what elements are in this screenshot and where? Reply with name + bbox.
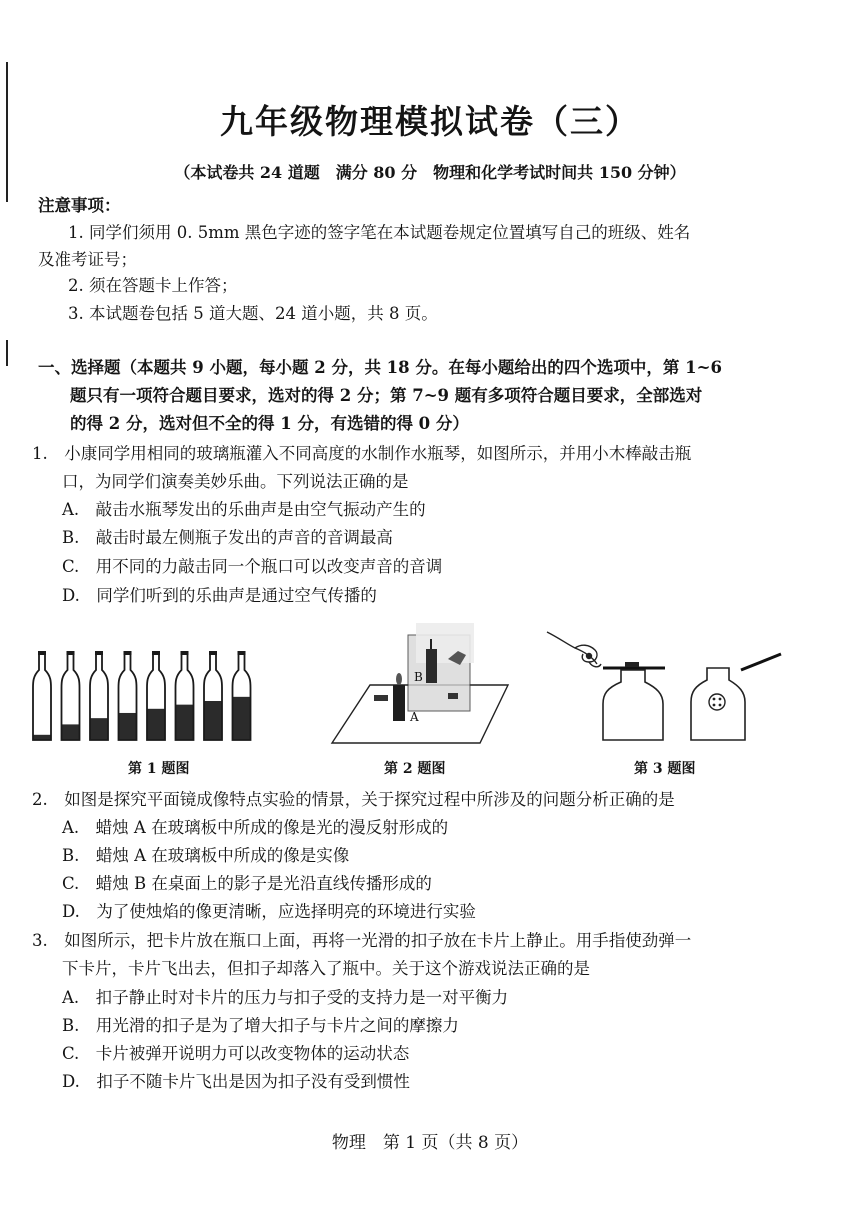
water-level	[147, 709, 165, 740]
bottle	[33, 651, 51, 740]
water-level	[62, 724, 80, 740]
option-a: A. 扣子静止时对卡片的压力与扣子受的支持力是一对平衡力	[62, 988, 509, 1007]
label-a: A	[410, 710, 419, 724]
option-c: C. 蜡烛 B 在桌面上的影子是光沿直线传播形成的	[62, 874, 432, 893]
candle-b	[426, 649, 437, 683]
option-c: C. 用不同的力敲击同一个瓶口可以改变声音的音调	[62, 557, 443, 576]
question-stem: 口，为同学们演奏美妙乐曲。下列说法正确的是	[62, 472, 409, 491]
section-heading: 题只有一项符合题目要求，选对的得 2 分；第 7~9 题有多项符合题目要求，全部选对	[70, 386, 703, 405]
option-c: C. 卡片被弹开说明力可以改变物体的运动状态	[62, 1044, 410, 1063]
water-level	[204, 701, 222, 740]
exam-info: （本试卷共 24 道题 满分 80 分 物理和化学考试时间共 150 分钟）	[174, 163, 686, 182]
candle-a	[393, 685, 405, 721]
notice-heading: 注意事项：	[38, 196, 121, 215]
figure-3-card-bottle	[545, 628, 795, 746]
bottle-mouth	[38, 651, 46, 655]
bottle	[176, 651, 194, 740]
section-heading: 一、选择题（本题共 9 小题，每小题 2 分，共 18 分。在每小题给出的四个选项中，第 1~6	[38, 358, 722, 377]
water-level	[233, 697, 251, 740]
figure-3-caption: 第 3 题图	[634, 761, 696, 777]
option-b: B. 用光滑的扣子是为了增大扣子与卡片之间的摩擦力	[62, 1016, 459, 1035]
option-d: D. 同学们听到的乐曲声是通过空气传播的	[62, 586, 377, 605]
hand-flicking	[547, 632, 601, 667]
bottle-mouth	[152, 651, 160, 655]
bottle	[119, 651, 137, 740]
option-d: D. 为了使烛焰的像更清晰，应选择明亮的环境进行实验	[62, 902, 476, 921]
water-level	[176, 705, 194, 740]
option-a: A. 敲击水瓶琴发出的乐曲声是由空气振动产生的	[62, 500, 426, 519]
bottle-mouth	[238, 651, 246, 655]
flying-card	[741, 654, 781, 670]
option-a: A. 蜡烛 A 在玻璃板中所成的像是光的漫反射形成的	[62, 818, 449, 837]
button-in-bottle	[709, 694, 725, 710]
binding-margin-line	[6, 340, 8, 366]
bottle-mouth	[181, 651, 189, 655]
bottle-outline	[33, 654, 51, 740]
notice-item: 1. 同学们须用 0. 5mm 黑色字迹的签字笔在本试题卷规定位置填写自己的班级、姓名	[68, 223, 691, 242]
figure-1-caption: 第 1 题图	[128, 761, 190, 777]
figure-1-bottles	[30, 648, 270, 744]
label-b: B	[414, 670, 423, 684]
option-b: B. 蜡烛 A 在玻璃板中所成的像是实像	[62, 846, 350, 865]
figure-2-mirror-experiment	[330, 615, 520, 745]
figure-2-caption: 第 2 题图	[384, 761, 446, 777]
notice-item: 3. 本试题卷包括 5 道大题、24 道小题，共 8 页。	[68, 304, 438, 323]
bottle	[90, 651, 108, 740]
question-stem: 下卡片，卡片飞出去，但扣子却落入了瓶中。关于这个游戏说法正确的是	[62, 959, 590, 978]
bottle	[233, 651, 251, 740]
question-stem: 3. 如图所示，把卡片放在瓶口上面，再将一光滑的扣子放在卡片上静止。用手指使劲弹一	[32, 931, 692, 950]
water-level	[90, 718, 108, 740]
bottle-mouth	[67, 651, 75, 655]
option-b: B. 敲击时最左侧瓶子发出的声音的音调最高	[62, 528, 393, 547]
button	[625, 662, 639, 667]
question-stem: 2. 如图是探究平面镜成像特点实验的情景，关于探究过程中所涉及的问题分析正确的是	[32, 790, 675, 809]
question-stem: 1. 小康同学用相同的玻璃瓶灌入不同高度的水制作水瓶琴，如图所示，并用小木棒敲击瓶	[32, 444, 692, 463]
bottle-mouth	[209, 651, 217, 655]
bottle	[204, 651, 222, 740]
bottle	[147, 651, 165, 740]
page-title: 九年级物理模拟试卷（三）	[220, 102, 640, 141]
bottle-mouth	[124, 651, 132, 655]
section-heading: 的得 2 分，选对但不全的得 1 分，有选错的得 0 分）	[70, 414, 469, 433]
bottle-left	[603, 670, 663, 740]
notice-item: 及准考证号；	[38, 250, 137, 269]
bottle-mouth	[95, 651, 103, 655]
water-level	[119, 713, 137, 740]
notice-item: 2. 须在答题卡上作答；	[68, 276, 238, 295]
option-d: D. 扣子不随卡片飞出是因为扣子没有受到惯性	[62, 1072, 410, 1091]
bottle-right	[691, 668, 745, 740]
page-footer: 物理 第 1 页（共 8 页）	[331, 1133, 529, 1153]
bottle	[62, 651, 80, 740]
